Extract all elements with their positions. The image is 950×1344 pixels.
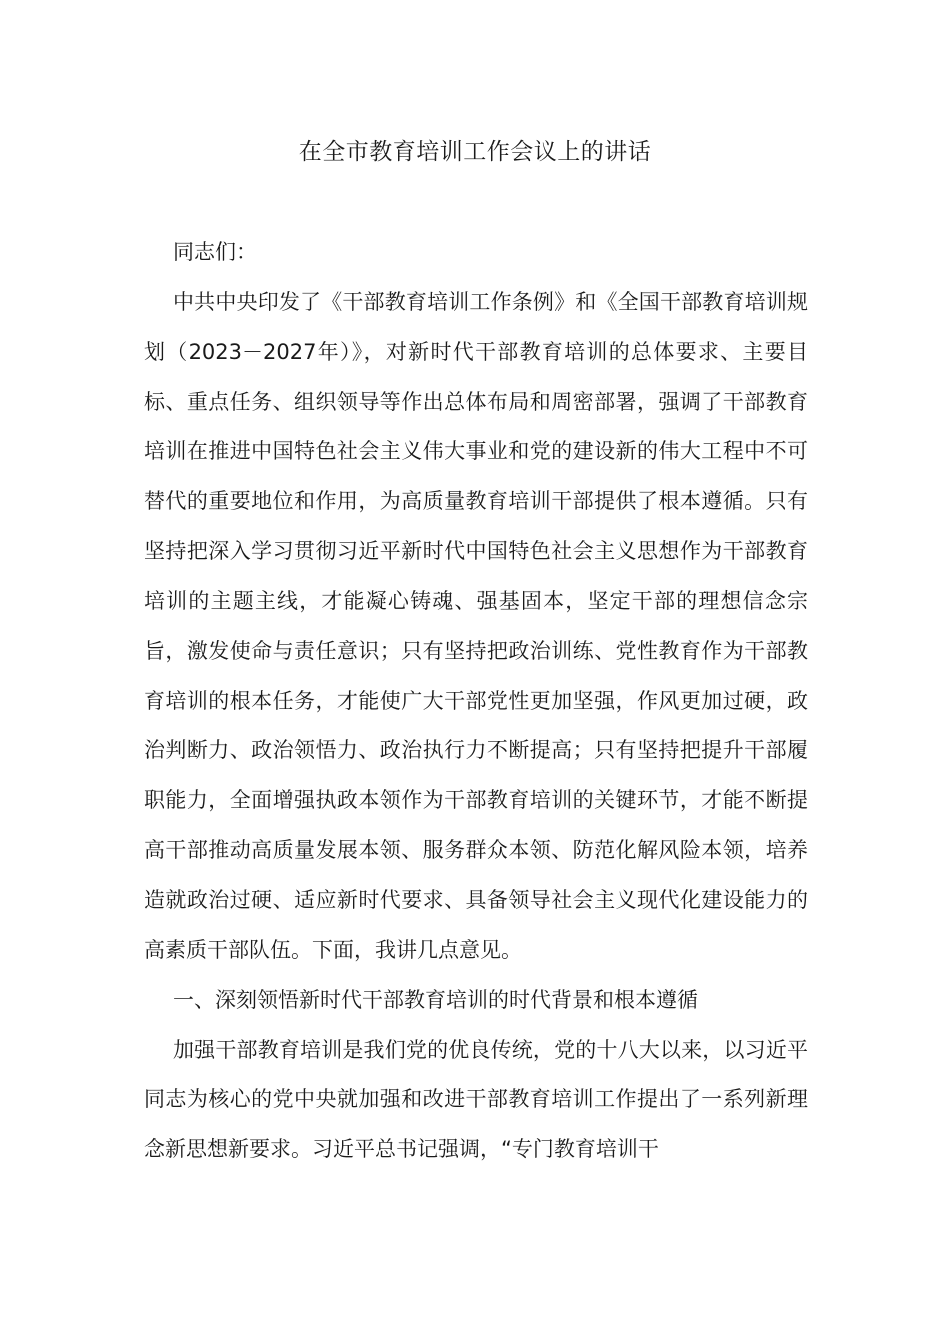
document-title: 在全市教育培训工作会议上的讲话 <box>298 139 652 165</box>
section-heading-1: 一、深刻领悟新时代干部教育培训的时代背景和根本遵循 <box>173 987 698 1012</box>
paragraph-intro: 中共中央印发了《干部教育培训工作条例》和《全国干部教育培训规划（2023－2027年）》，对新时代干部教育培训的总体要求、主要目标、重点任务、组织领导等作出总体布局和周密部署，强调了干部教育培训在推进中国特色社会主义伟大事业和党的建设新的伟大工程中不可替代的重要地位和作用，为高质量教育培训干部提供了根本遵循。只有坚持把深入学习贯彻习近平新时代中国特色社会主义思想作为干部教育培训的主题主线，才能凝心铸魂、强基固本，坚定干部的理想信念宗旨，激发使命与责任意识；只有坚持把政治训练、党性教育作为干部教育培训的根本任务，才能使广大干部党性更加坚强，作风更加过硬，政治判断力、政治领悟力、政治执行力不断提高；只有坚持把提升干部履职能力，全面增强执政本领作为干部教育培训的关键环节，才能不断提高干部推动高质量发展本领、服务群众本领、防范化解风险本领，培养造就政治过硬、适应新时代要求、具备领导社会主义现代化建设能力的高素质干部队伍。下面，我讲几点意见。 <box>144 289 808 962</box>
paragraph-section-1: 加强干部教育培训是我们党的优良传统，党的十八大以来，以习近平同志为核心的党中央就加强和改进干部教育培训工作提出了一系列新理念新思想新要求。习近平总书记强调，“专门教育培训干 <box>144 1037 808 1162</box>
document-body <box>144 228 808 1175</box>
salutation: 同志们： <box>173 240 257 264</box>
